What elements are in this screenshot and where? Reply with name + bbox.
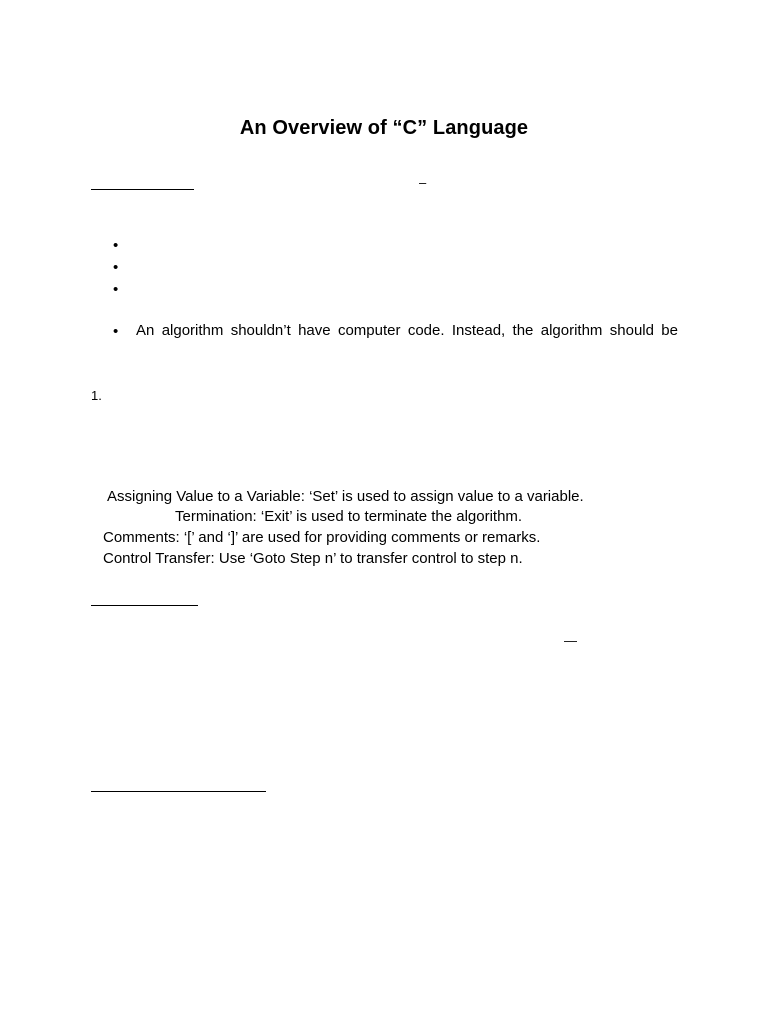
bullet-text-line (136, 322, 678, 340)
bullet-empty-1: • (113, 237, 119, 254)
line-termination: Termination: ‘Exit’ is used to terminate the algorithm. (175, 508, 523, 525)
line-assign: Assigning Value to a Variable: ‘Set’ is used to assign value to a variable. (107, 488, 584, 505)
dash-mark-2: — (564, 633, 577, 648)
document-title: An Overview of “C” Language (239, 117, 529, 139)
footnote-separator (91, 791, 266, 792)
bullet-word: have (298, 322, 331, 339)
bullet-word: code. (407, 322, 445, 339)
bullet-word: algorithm (540, 322, 603, 339)
bullet-word: shouldn’t (230, 322, 291, 339)
line-control-transfer: Control Transfer: Use ‘Goto Step n’ to transfer control to step n. (103, 550, 523, 567)
bullet-word: algorithm (161, 322, 224, 339)
dash-mark-1: – (419, 175, 427, 190)
bullet-word: the (512, 322, 534, 339)
bullet-word: An (136, 322, 155, 339)
bullet-empty-2: • (113, 259, 119, 276)
bullet-word: should (609, 322, 654, 339)
heading-underline-1 (91, 189, 194, 190)
heading-underline-2 (91, 605, 198, 606)
bullet-empty-3: • (113, 281, 119, 298)
bullet-word: be (661, 322, 678, 339)
line-comments: Comments: ‘[’ and ‘]’ are used for providing comments or remarks. (103, 529, 541, 546)
list-number: 1. (91, 388, 102, 403)
bullet-word: computer (337, 322, 401, 339)
bullet-symbol: • (113, 323, 119, 340)
bullet-word: Instead, (451, 322, 506, 339)
